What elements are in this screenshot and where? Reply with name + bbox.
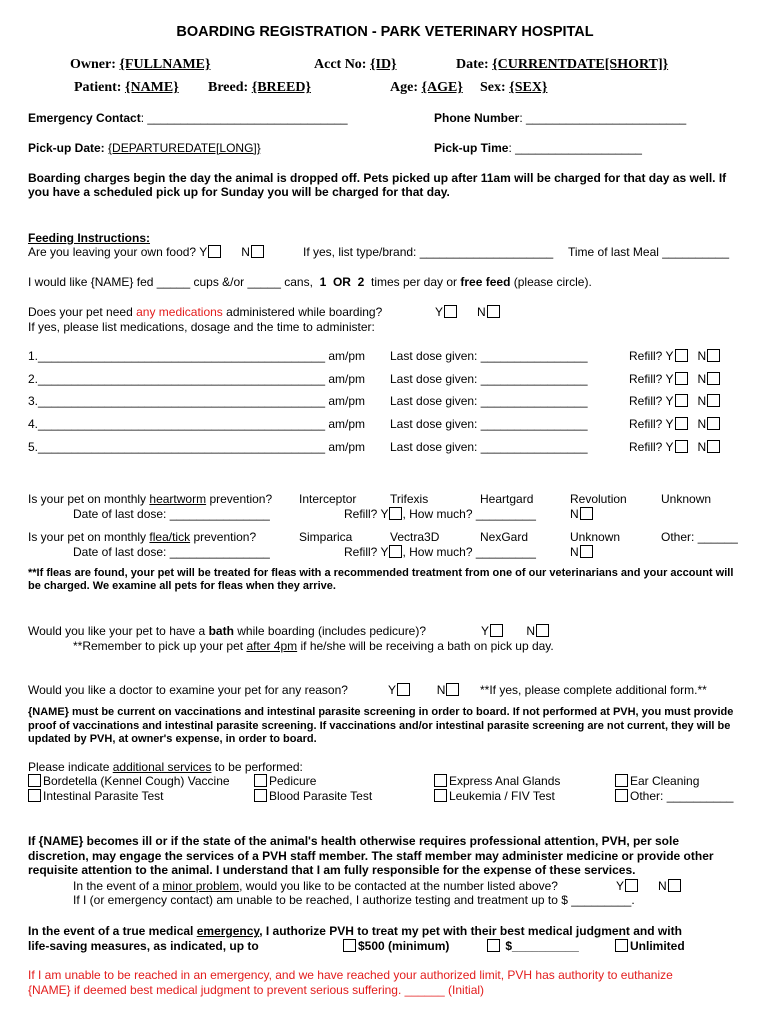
breed-label: Breed: <box>208 80 249 95</box>
med-refill-label: Refill? <box>629 394 663 408</box>
med-last-dose-field[interactable]: ________________ <box>480 394 588 408</box>
checkbox-icon[interactable] <box>343 939 356 952</box>
service-bordetella-label: Bordetella (Kennel Cough) Vaccine <box>43 774 230 788</box>
owner-label: Owner <box>70 57 112 72</box>
emergency-opt-custom[interactable]: $__________ <box>487 939 579 953</box>
age-field <box>390 80 463 96</box>
bath-reminder-suffix: if he/she will be receiving a bath on pick up day. <box>300 639 554 653</box>
phone-number-label: Phone Number <box>434 111 520 125</box>
med-refill <box>629 417 720 431</box>
exam-question: Would you like a doctor to examine your pet for any reason? <box>28 683 348 697</box>
breed-field <box>208 80 311 96</box>
service-blood-parasite[interactable] <box>254 789 372 803</box>
fed-cans: cans, <box>284 275 313 289</box>
hw-q-link: heartworm <box>149 492 207 506</box>
hw-refill: Refill? Y , How much? _________ <box>344 507 536 521</box>
emergency-suffix: , I authorize PVH to treat my pet with their best medical judgment and with <box>259 924 682 938</box>
acct-label: Acct No: <box>314 57 367 72</box>
hw-q-suffix: prevention? <box>209 492 273 506</box>
exam-yes-checkbox[interactable] <box>397 683 410 696</box>
med-ampm: am/pm <box>328 349 366 363</box>
flea-last-dose-label: Date of last dose: <box>73 545 167 559</box>
date-label: Date: <box>456 57 489 72</box>
euthanize-prefix: {NAME} if deemed best medical judgment to prevent serious suffering. <box>28 983 402 997</box>
service-leukemia-fiv[interactable] <box>434 789 555 803</box>
flea-q-suffix: prevention? <box>193 530 257 544</box>
med-refill-yes-label: Y <box>665 440 674 454</box>
med-refill-label: Refill? <box>629 372 663 386</box>
flea-option-vectra3d[interactable]: Vectra3D <box>390 530 440 544</box>
med-name-field[interactable]: ___________________________________________ <box>38 372 325 386</box>
service-pedicure[interactable] <box>254 774 316 788</box>
services-intro-suffix: to be performed: <box>214 760 303 774</box>
service-ear-cleaning-label: Ear Cleaning <box>630 774 700 788</box>
exam-no-label: N <box>436 683 446 697</box>
emergency-prefix: In the event of a true medical <box>28 924 194 938</box>
med-ampm: am/pm <box>328 394 366 408</box>
food-brand-label: If yes, list type/brand: <box>303 245 417 259</box>
own-food-text: Are you leaving your own food? <box>28 245 197 259</box>
emergency-opt-500[interactable] <box>343 939 449 953</box>
emergency-line1 <box>28 924 682 938</box>
sex-field <box>480 80 547 96</box>
acct-no <box>314 57 397 73</box>
flea-q-prefix: Is your pet on monthly <box>28 530 147 544</box>
euthanize-line1: If I am unable to be reached in an emergency, and we have reached your authorized limit, PVH has authority to euthanize <box>28 968 673 982</box>
flea-refill-no-label: N <box>570 545 579 559</box>
med-last-dose-label: Last dose given: <box>390 372 478 386</box>
checkbox-icon[interactable] <box>434 774 447 787</box>
charges-notice: Boarding charges begin the day the animal is dropped off. Pets picked up after 11am will be charged for that day as well. If you have a scheduled pick up for Sunday you will be charged for that day. <box>28 171 727 199</box>
bath-reminder-link: after 4pm <box>246 639 298 653</box>
med-refill-no-label: N <box>697 417 707 431</box>
hw-refill-no-label: N <box>570 507 579 521</box>
own-food-no-label: N <box>241 245 250 259</box>
service-blood-parasite-label: Blood Parasite Test <box>269 789 373 803</box>
med-refill-yes-label: Y <box>665 394 674 408</box>
flea-option-simparica[interactable]: Simparica <box>299 530 353 544</box>
exam-yn <box>388 683 459 697</box>
illness-paragraph: If {NAME} becomes ill or if the state of the animal's health otherwise requires professional attention, PVH, per sole discretion, may engage the services of a PVH staff member. The staff member may administer medicine or provide other requisite attention to the animal. I understand that I am fully responsible for the expense of these services. <box>28 834 714 877</box>
med-refill-no-checkbox[interactable] <box>707 394 720 407</box>
flea-other-label: Other: <box>661 530 695 544</box>
fed-pet-name: {NAME} <box>90 275 134 289</box>
med-last-dose-field[interactable]: ________________ <box>480 349 588 363</box>
emergency-opt-500-label: $500 (minimum) <box>358 939 450 953</box>
patient-label: Patient <box>74 80 117 95</box>
checkbox-icon[interactable] <box>254 789 267 802</box>
flea-notice: **If fleas are found, your pet will be treated for fleas with a recommended treatment from one of our veterinarians and your account will be charged. We examine all pets for fleas when they arrive. <box>28 567 734 592</box>
bath-q-prefix: Would you like your pet to have a <box>28 624 206 638</box>
flea-option-unknown[interactable]: Unknown <box>570 530 621 544</box>
bath-yes-checkbox[interactable] <box>490 624 503 637</box>
fed-word: fed <box>136 275 154 289</box>
med-row-number: 4.___________________________________________ am/pm <box>28 417 366 431</box>
pickup-time: Pick-up Time: ___________________ <box>434 141 642 155</box>
medication-instruction: If yes, please list medications, dosage and the time to administer: <box>28 320 375 334</box>
med-last-dose-label: Last dose given: <box>390 394 478 408</box>
own-food-yes-label: Y <box>199 245 208 259</box>
medication-question <box>28 305 382 319</box>
pickup-date <box>28 141 261 155</box>
med-last-dose <box>390 394 588 408</box>
euthanize-line2: {NAME} if deemed best medical judgment to prevent serious suffering. ______ (Initial) <box>28 983 485 997</box>
own-food-no-checkbox[interactable] <box>251 245 264 258</box>
sex-value[interactable]: {SEX} <box>509 80 548 95</box>
bath-no-checkbox[interactable] <box>536 624 549 637</box>
euthanize-initial: (Initial) <box>448 983 485 997</box>
exam-yes-label: Y <box>388 683 397 697</box>
pickup-date-label: Pick-up Date: <box>28 141 105 155</box>
med-ampm: am/pm <box>328 440 366 454</box>
fed-prefix: I would like <box>28 275 88 289</box>
bath-reminder <box>73 639 554 653</box>
exam-no-checkbox[interactable] <box>446 683 459 696</box>
fed-once[interactable]: 1 <box>319 275 327 289</box>
bath-no-label: N <box>526 624 536 638</box>
patient-value[interactable]: {NAME} <box>124 80 179 95</box>
heartworm-question <box>28 492 272 506</box>
flea-refill-yes-checkbox[interactable] <box>389 545 402 558</box>
med-refill-yes-checkbox[interactable] <box>675 349 688 362</box>
hw-option-interceptor[interactable]: Interceptor <box>299 492 357 506</box>
med-refill-yes-checkbox[interactable] <box>675 417 688 430</box>
med-no-checkbox[interactable] <box>487 305 500 318</box>
checkbox-icon[interactable] <box>615 939 628 952</box>
unable-authorization: If I (or emergency contact) am unable to be reached, I authorize testing and treatment up to $ _________. <box>73 893 635 907</box>
checkbox-icon[interactable] <box>254 774 267 787</box>
breed-value[interactable]: {BREED} <box>251 80 311 95</box>
sex-label: Sex: <box>480 80 506 95</box>
service-anal-glands-label: Express Anal Glands <box>449 774 561 788</box>
hw-last-dose-label: Date of last dose: <box>73 507 167 521</box>
service-bordetella[interactable] <box>28 774 230 788</box>
page-title: BOARDING REGISTRATION - PARK VETERINARY HOSPITAL <box>176 24 594 40</box>
med-refill-yes-checkbox[interactable] <box>675 440 688 453</box>
fed-free-feed[interactable]: free feed <box>460 275 511 289</box>
own-food-question <box>28 245 264 259</box>
minor-link: minor problem <box>162 879 240 893</box>
fed-times: times per day or <box>370 275 458 289</box>
checkbox-icon[interactable] <box>615 774 628 787</box>
minor-prefix: In the event of a <box>73 879 160 893</box>
service-anal-glands[interactable] <box>434 774 560 788</box>
flea-last-dose: Date of last dose: _______________ <box>73 545 270 559</box>
med-name-field[interactable]: ___________________________________________ <box>38 349 325 363</box>
flea-other: Other: ______ <box>661 530 738 544</box>
date-value[interactable]: {CURRENTDATE[SHORT]} <box>492 57 669 72</box>
med-q-red: any medications <box>136 305 223 319</box>
service-other[interactable]: Other: __________ <box>615 789 733 803</box>
med-row-number: 2.___________________________________________ am/pm <box>28 372 366 386</box>
med-refill-no-checkbox[interactable] <box>707 372 720 385</box>
med-refill <box>629 349 720 363</box>
med-row-number: 1.___________________________________________ am/pm <box>28 349 366 363</box>
med-refill-yes-checkbox[interactable] <box>675 394 688 407</box>
flea-how-much-label: , How much? <box>402 545 473 559</box>
med-refill-label: Refill? <box>629 349 663 363</box>
service-ear-cleaning[interactable] <box>615 774 699 788</box>
phone-number: Phone Number: ________________________ <box>434 111 687 125</box>
med-last-dose <box>390 372 588 386</box>
bath-yn <box>481 624 549 638</box>
feeding-heading: Feeding Instructions: <box>28 231 151 245</box>
med-yes-checkbox[interactable] <box>444 305 457 318</box>
med-last-dose-label: Last dose given: <box>390 417 478 431</box>
patient-field: Patient: {NAME} <box>74 80 179 95</box>
last-meal: Time of last Meal __________ <box>568 245 729 259</box>
med-row-number: 5.___________________________________________ am/pm <box>28 440 366 454</box>
emergency-opt-custom-label: $ <box>505 939 513 953</box>
med-refill-no-checkbox[interactable] <box>707 349 720 362</box>
fed-circle: (please circle). <box>513 275 592 289</box>
fed-twice[interactable]: 2 <box>357 275 365 289</box>
hw-option-revolution[interactable]: Revolution <box>570 492 627 506</box>
med-last-dose <box>390 417 588 431</box>
flea-question <box>28 530 256 544</box>
med-last-dose-label: Last dose given: <box>390 440 478 454</box>
minor-yn <box>616 879 681 893</box>
checkbox-icon[interactable] <box>28 774 41 787</box>
med-refill-yes-checkbox[interactable] <box>675 372 688 385</box>
pickup-time-label: Pick-up Time <box>434 141 509 155</box>
med-last-dose-field[interactable]: ________________ <box>480 417 588 431</box>
med-last-dose-field[interactable]: ________________ <box>480 440 588 454</box>
med-last-dose <box>390 440 588 454</box>
last-meal-label: Time of last Meal <box>568 245 659 259</box>
hw-q-prefix: Is your pet on monthly <box>28 492 147 506</box>
age-label: Age: <box>390 80 418 95</box>
med-refill-no-label: N <box>697 394 707 408</box>
minor-yes-checkbox[interactable] <box>625 879 638 892</box>
med-name-field[interactable]: ___________________________________________ <box>38 440 325 454</box>
emergency-opt-unlimited[interactable] <box>615 939 685 953</box>
fed-cups: cups &/or <box>193 275 245 289</box>
hw-option-heartgard[interactable]: Heartgard <box>480 492 534 506</box>
flea-option-nexgard[interactable]: NexGard <box>480 530 529 544</box>
med-name-field[interactable]: ___________________________________________ <box>38 417 325 431</box>
emergency-contact: Emergency Contact: ______________________________ <box>28 111 348 125</box>
med-name-field[interactable]: ___________________________________________ <box>38 394 325 408</box>
med-refill-label: Refill? <box>629 440 663 454</box>
exam-note: **If yes, please complete additional form.** <box>480 683 707 697</box>
med-ampm: am/pm <box>328 372 366 386</box>
med-refill-no-checkbox[interactable] <box>707 417 720 430</box>
flea-refill-no-checkbox[interactable] <box>580 545 593 558</box>
hw-refill-yes-label: Refill? Y <box>344 507 389 521</box>
services-intro-prefix: Please indicate <box>28 760 110 774</box>
pickup-date-value[interactable]: {DEPARTUREDATE[LONG]} <box>108 141 261 155</box>
med-no-label: N <box>477 305 486 319</box>
checkbox-icon[interactable] <box>487 939 500 952</box>
acct-value[interactable]: {ID} <box>369 57 397 72</box>
service-other-label: Other: <box>630 789 664 803</box>
fed-or: OR <box>332 275 351 289</box>
age-value[interactable]: {AGE} <box>421 80 463 95</box>
emergency-link: emergency <box>196 924 260 938</box>
checkbox-icon[interactable] <box>28 789 41 802</box>
food-brand: If yes, list type/brand: ____________________ <box>303 245 554 259</box>
hw-refill-yes-checkbox[interactable] <box>389 507 402 520</box>
med-refill-no-label: N <box>697 440 707 454</box>
minor-yes-label: Y <box>616 879 625 893</box>
med-refill <box>629 394 720 408</box>
med-refill-no-label: N <box>697 349 707 363</box>
minor-no-checkbox[interactable] <box>668 879 681 892</box>
bath-question <box>28 624 426 638</box>
service-intestinal[interactable] <box>28 789 164 803</box>
vaccination-notice: {NAME} must be current on vaccinations and intestinal parasite screening in order to board. If not performed at PVH, you must provide proof of vaccinations and intestinal parasite screening. If vaccinations and/or intestinal parasite screening are not current, they will be updated by PVH, at owner's expense, in order to board. <box>28 706 734 745</box>
bath-q-bold: bath <box>208 624 234 638</box>
bath-yes-label: Y <box>481 624 490 638</box>
med-refill-yes-label: Y <box>665 372 674 386</box>
med-refill <box>629 440 720 454</box>
hw-refill-no <box>570 507 593 521</box>
emergency-line2: life-saving measures, as indicated, up to <box>28 939 259 953</box>
flea-refill-yes-label: Refill? Y <box>344 545 389 559</box>
med-yes-label: Y <box>435 305 444 319</box>
service-intestinal-label: Intestinal Parasite Test <box>43 789 164 803</box>
med-refill-no-checkbox[interactable] <box>707 440 720 453</box>
checkbox-icon[interactable] <box>434 789 447 802</box>
service-leukemia-fiv-label: Leukemia / FIV Test <box>449 789 555 803</box>
hw-how-much-label: , How much? <box>402 507 473 521</box>
med-refill-yes-label: Y <box>665 417 674 431</box>
services-intro-link: additional services <box>112 760 212 774</box>
hw-refill-no-checkbox[interactable] <box>580 507 593 520</box>
feeding-amount: I would like {NAME} fed _____ cups &/or _____ cans, 1 OR 2 times per day or free feed (please circle). <box>28 275 592 289</box>
medication-yn <box>435 305 500 319</box>
bath-q-suffix: while boarding (includes pedicure)? <box>237 624 427 638</box>
med-refill-no-label: N <box>697 372 707 386</box>
flea-refill: Refill? Y , How much? _________ <box>344 545 536 559</box>
hw-last-dose: Date of last dose: _______________ <box>73 507 270 521</box>
minor-problem <box>73 879 558 893</box>
med-ampm: am/pm <box>328 417 366 431</box>
hw-option-trifexis[interactable]: Trifexis <box>390 492 429 506</box>
feeding-heading-text: Feeding Instructions <box>28 231 147 245</box>
med-last-dose <box>390 349 588 363</box>
emergency-contact-label: Emergency Contact <box>28 111 141 125</box>
hw-option-unknown[interactable]: Unknown <box>661 492 712 506</box>
services-intro <box>28 760 303 774</box>
minor-no-label: N <box>658 879 667 893</box>
minor-suffix: , would you like to be contacted at the number listed above? <box>239 879 558 893</box>
emergency-opt-unlimited-label: Unlimited <box>630 939 685 953</box>
service-pedicure-label: Pedicure <box>269 774 317 788</box>
med-last-dose-label: Last dose given: <box>390 349 478 363</box>
med-q-prefix: Does your pet need <box>28 305 133 319</box>
med-refill <box>629 372 720 386</box>
flea-q-link: flea/tick <box>149 530 191 544</box>
unable-text: If I (or emergency contact) am unable to be reached, I authorize testing and treatment up to $ <box>73 893 568 907</box>
owner-label-wrap: Owner: {FULLNAME} <box>70 57 211 72</box>
med-refill-yes-label: Y <box>665 349 674 363</box>
bath-reminder-prefix: **Remember to pick up your pet <box>73 639 244 653</box>
med-last-dose-field[interactable]: ________________ <box>480 372 588 386</box>
own-food-yes-checkbox[interactable] <box>208 245 221 258</box>
date-field <box>456 57 668 73</box>
med-row-number: 3.___________________________________________ am/pm <box>28 394 366 408</box>
checkbox-icon[interactable] <box>615 789 628 802</box>
med-refill-label: Refill? <box>629 417 663 431</box>
owner-value[interactable]: {FULLNAME} <box>119 57 211 72</box>
med-q-suffix: administered while boarding? <box>226 305 383 319</box>
flea-refill-no <box>570 545 593 559</box>
